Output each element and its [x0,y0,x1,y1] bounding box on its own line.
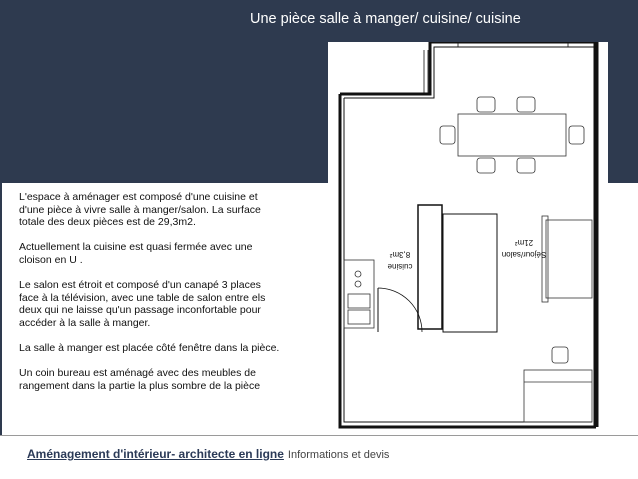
left-edge-bar [0,0,2,435]
paragraph-office-corner: Un coin bureau est aménagé avec des meubles de rangement dans la partie la plus sombre de la pièce [19,367,261,392]
architect-online-link[interactable]: Aménagement d'intérieur- architecte en ligne [27,447,284,461]
paragraph-surface: L'espace à aménager est composé d'une cuisine et d'une pièce à vivre salle à manger/salon. La surface totale des deux pièces est de 29,3m2. [19,191,261,229]
footer [27,447,389,461]
floor-plan [328,42,608,432]
info-and-quote-text: Informations et devis [287,449,390,461]
paragraph-living-room: Le salon est étroit et composé d'un canapé 3 places face à la télévision, avec une table de salon entre els deux qui ne laisse qu'un passage inconfortable pour accéder à la salle à manger. [19,279,266,329]
paragraph-dining-room: La salle à manger est placée côté fenêtre dans la pièce. [19,342,280,355]
plan-background [328,42,608,432]
footer-divider [0,435,638,436]
living-label: Séjour/salon [501,250,547,259]
paragraph-kitchen: Actuellement la cuisine est quasi fermée avec une cloison en U . [19,241,253,266]
kitchen-area: 8,3m² [389,250,411,259]
kitchen-label: cuisine [387,262,413,271]
description-text [19,191,299,405]
page-title: Une pièce salle à manger/ cuisine/ cuisine [250,11,521,27]
living-area: 21m² [514,238,534,247]
